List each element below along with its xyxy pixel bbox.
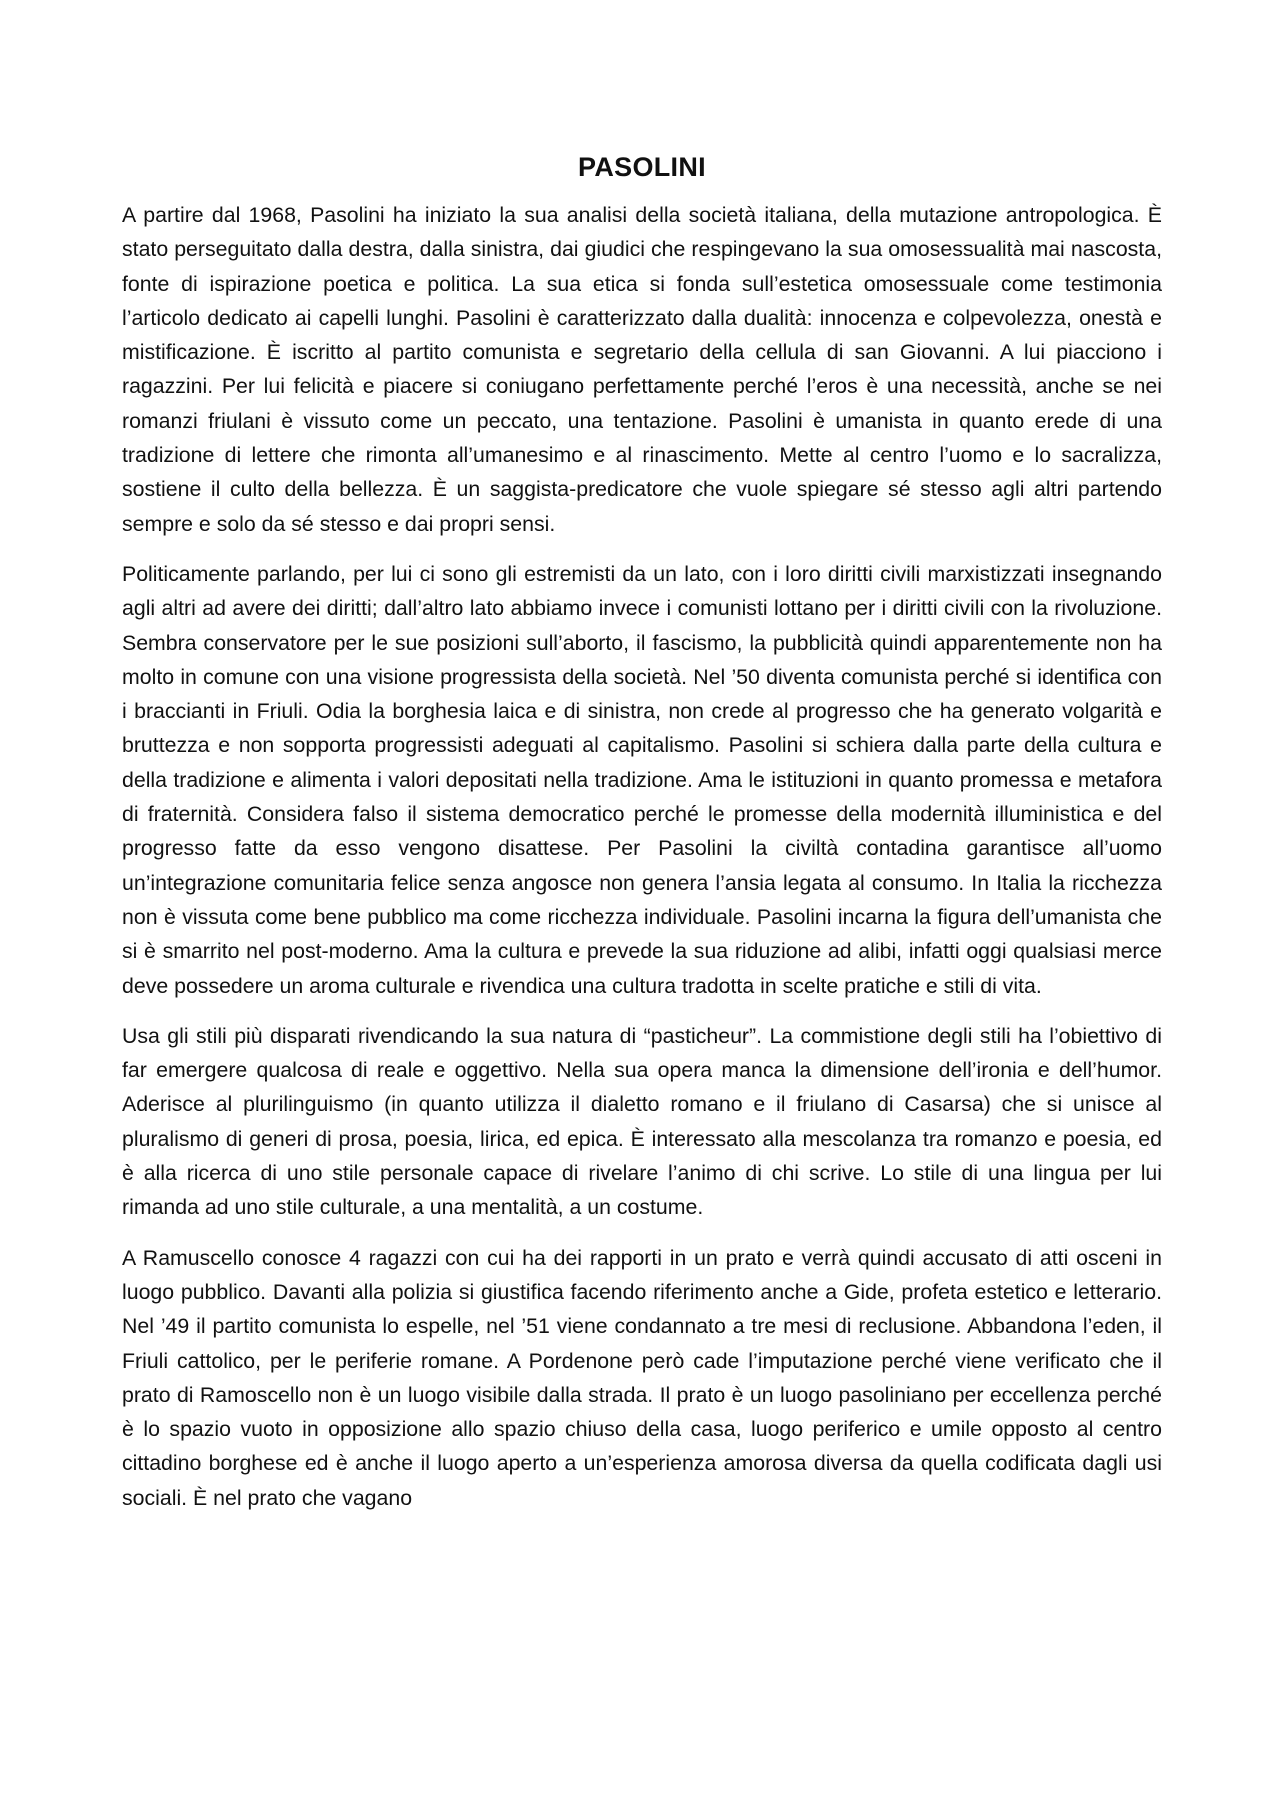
document-title: PASOLINI xyxy=(578,152,706,182)
paragraph-ramuscello: A Ramuscello conosce 4 ragazzi con cui ha dei rapporti in un prato e verrà quindi accusato di atti osceni in luogo pubblico. Davanti alla polizia si giustifica facendo riferimento anche a Gide, profeta estetico e letterario. Nel ’49 il partito comunista lo espelle, nel ’51 viene condannato a tre mesi di reclusione. Abbandona l’eden, il Friuli cattolico, per le periferie romane. A Pordenone però cade l’imputazione perché viene verificato che il prato di Ramoscello non è un luogo visibile dalla strada. Il prato è un luogo pasoliniano per eccellenza perché è lo spazio vuoto in opposizione allo spazio chiuso della casa, luogo periferico e umile opposto al centro cittadino borghese ed è anche il luogo aperto a un’esperienza amorosa diversa da quella codificata dagli usi sociali. È nel prato che vagano xyxy=(122,1245,1162,1510)
document-page xyxy=(122,150,1162,1531)
paragraph-politics: Politicamente parlando, per lui ci sono gli estremisti da un lato, con i loro diritti civili marxistizzati insegnando agli altri ad avere dei diritti; dall’altro lato abbiamo invece i comunisti lottano per i diritti civili con la rivoluzione. Sembra conservatore per le sue posizioni sull’aborto, il fascismo, la pubblicità quindi apparentemente non ha molto in comune con una visione progressista della società. Nel ’50 diventa comunista perché si identifica con i braccianti in Friuli. Odia la borghesia laica e di sinistra, non crede al progresso che ha generato volgarità e bruttezza e non sopporta progressisti adeguati al capitalismo. Pasolini si schiera dalla parte della cultura e della tradizione e alimenta i valori depositati nella tradizione. Ama le istituzioni in quanto promessa e metafora di fraternità. Considera falso il sistema democratico perché le promesse della modernità illuministica e del progresso fatte da esso vengono disattese. Per Pasolini la civiltà contadina garantisce all’uomo un’integrazione comunitaria felice senza angosce non genera l’ansia legata al consumo. In Italia la ricchezza non è vissuta come bene pubblico ma come ricchezza individuale. Pasolini incarna la figura dell’umanista che si è smarrito nel post-moderno. Ama la cultura e prevede la sua riduzione ad alibi, infatti oggi qualsiasi merce deve possedere un aroma culturale e rivendica una cultura tradotta in scelte pratiche e stili di vita. xyxy=(122,561,1162,998)
paragraph-style: Usa gli stili più disparati rivendicando la sua natura di “pasticheur”. La commistione degli stili ha l’obiettivo di far emergere qualcosa di reale e oggettivo. Nella sua opera manca la dimensione dell’ironia e dell’humor. Aderisce al plurilinguismo (in quanto utilizza il dialetto romano e il friulano di Casarsa) che si unisce al pluralismo di generi di prosa, poesia, lirica, ed epica. È interessato alla mescolanza tra romanzo e poesia, ed è alla ricerca di uno stile personale capace di rivelare l’animo di chi scrive. Lo stile di una lingua per lui rimanda ad uno stile culturale, a una mentalità, a un costume. xyxy=(122,1023,1162,1220)
paragraph-intro: A partire dal 1968, Pasolini ha iniziato la sua analisi della società italiana, della mutazione antropologica. È stato perseguitato dalla destra, dalla sinistra, dai giudici che respingevano la sua omosessualità mai nascosta, fonte di ispirazione poetica e politica. La sua etica si fonda sull’estetica omosessuale come testimonia l’articolo dedicato ai capelli lunghi. Pasolini è caratterizzato dalla dualità: innocenza e colpevolezza, onestà e mistificazione. È iscritto al partito comunista e segretario della cellula di san Giovanni. A lui piacciono i ragazzini. Per lui felicità e piacere si coniugano perfettamente perché l’eros è una necessità, anche se nei romanzi friulani è vissuto come un peccato, una tentazione. Pasolini è umanista in quanto erede di una tradizione di lettere che rimonta all’umanesimo e al rinascimento. Mette al centro l’uomo e lo sacralizza, sostiene il culto della bellezza. È un saggista-predicatore che vuole spiegare sé stesso agli altri partendo sempre e solo da sé stesso e dai propri sensi. xyxy=(122,203,1162,536)
